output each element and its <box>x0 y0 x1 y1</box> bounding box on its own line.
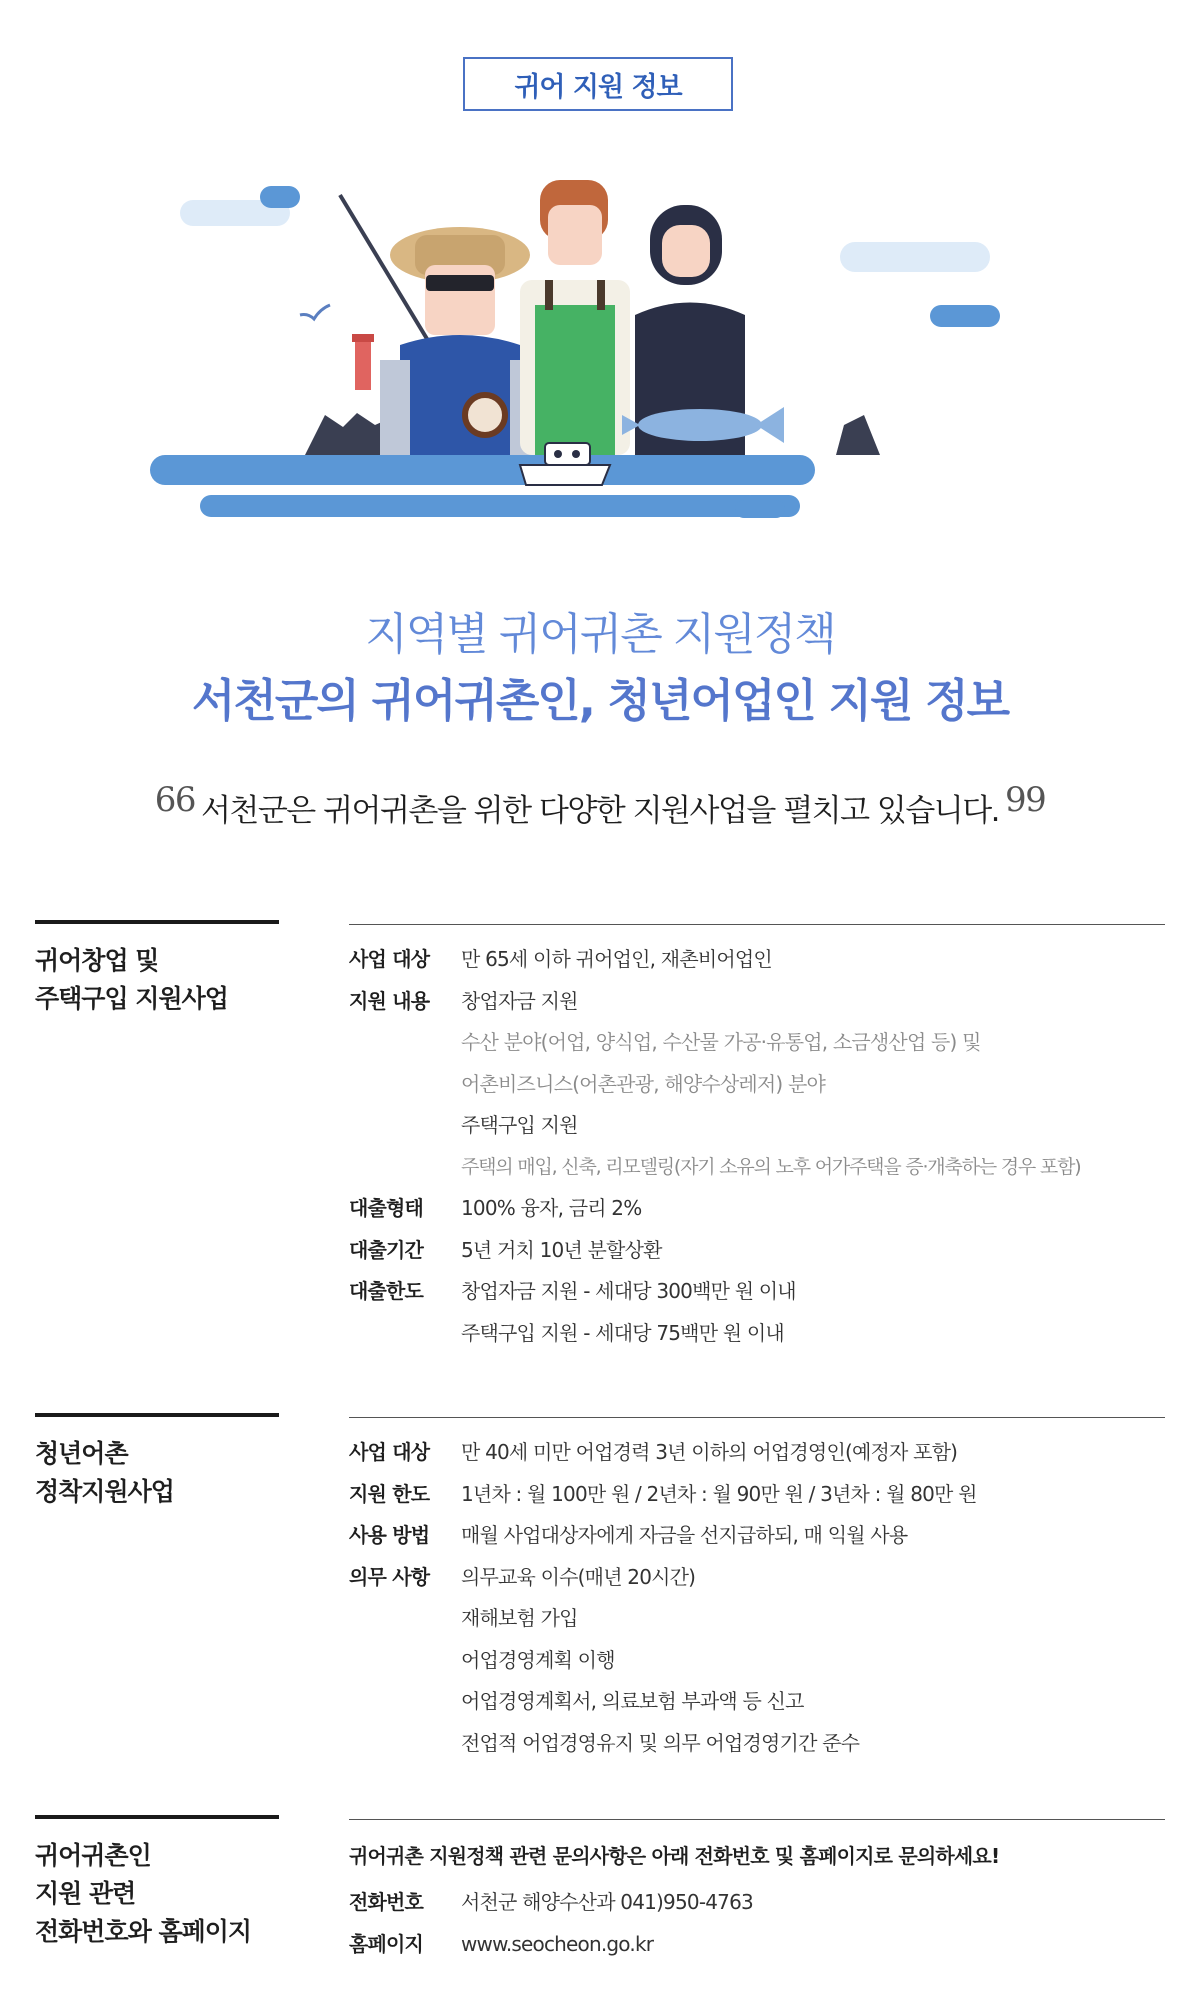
row-value: 주택구입 지원 - 세대당 75백만 원 이내 <box>461 1320 784 1345</box>
row-label: 사업 대상 <box>349 947 430 971</box>
row-value: 5년 거치 10년 분할상환 <box>461 1237 662 1262</box>
row-label <box>349 1723 461 1765</box>
info-row <box>349 1681 1165 1723</box>
row-label <box>349 1064 461 1106</box>
section-content <box>349 1819 1165 1965</box>
section-title: 귀어귀촌인 지원 관련 전화번호와 홈페이지 <box>35 1815 279 1951</box>
info-row <box>349 1515 1165 1557</box>
contact-note: 귀어귀촌 지원정책 관련 문의사항은 아래 전화번호 및 홈페이지로 문의하세요! <box>349 1844 1000 1868</box>
homepage-link[interactable]: www.seocheon.go.kr <box>461 1931 654 1956</box>
row-value: 어촌비즈니스(어촌관광, 해양수상레저) 분야 <box>461 1071 826 1096</box>
page-title: 서천군의 귀어귀촌인, 청년어업인 지원 정보 <box>191 674 1009 727</box>
row-value: 매월 사업대상자에게 자금을 선지급하되, 매 익월 사용 <box>461 1523 908 1547</box>
phone-value: 서천군 해양수산과 041)950-4763 <box>461 1890 753 1914</box>
row-label <box>349 1147 461 1189</box>
row-value: 창업자금 지원 - 세대당 300백만 원 이내 <box>461 1279 796 1303</box>
info-row <box>349 1230 1165 1272</box>
close-quote-icon: 99 <box>1005 780 1046 820</box>
row-label <box>349 1022 461 1064</box>
cloud-icon <box>840 242 1000 327</box>
row-label: 대출기간 <box>349 1237 424 1262</box>
info-row <box>349 1598 1165 1640</box>
row-label <box>349 1640 461 1682</box>
cloud-icon <box>180 186 300 226</box>
row-label <box>349 1313 461 1355</box>
open-quote-icon: 66 <box>154 780 195 820</box>
row-value: 만 40세 미만 어업경력 3년 이하의 어업경영인(예정자 포함) <box>461 1440 958 1464</box>
fisherman-hat-man <box>380 227 540 460</box>
lighthouse-icon <box>352 334 374 390</box>
row-label: 사업 대상 <box>349 1440 430 1464</box>
fishermen-illustration <box>150 150 1050 550</box>
row-label: 사용 방법 <box>349 1523 430 1547</box>
row-value: 만 65세 이하 귀어업인, 재촌비어업인 <box>461 947 772 971</box>
section-content <box>349 924 1165 1354</box>
row-label <box>349 1598 461 1640</box>
row-value: 창업자금 지원 <box>461 988 578 1013</box>
info-row <box>349 1924 1165 1966</box>
row-label: 의무 사항 <box>349 1564 430 1589</box>
info-row <box>349 1188 1165 1230</box>
row-label: 대출한도 <box>349 1279 424 1303</box>
section-badge: 귀어 지원 정보 <box>463 57 733 111</box>
info-row <box>349 1557 1165 1599</box>
homepage-label: 홈페이지 <box>349 1931 424 1956</box>
section-content <box>349 1417 1165 1764</box>
info-row <box>349 1432 1165 1474</box>
row-label <box>349 1681 461 1723</box>
row-label: 대출형태 <box>349 1196 424 1220</box>
quote <box>0 780 1200 830</box>
row-value: 의무교육 이수(매년 20시간) <box>461 1564 696 1589</box>
row-value: 100% 융자, 금리 2% <box>461 1196 642 1220</box>
row-label: 지원 내용 <box>349 988 430 1013</box>
info-row <box>349 1271 1165 1313</box>
info-row <box>349 1882 1165 1924</box>
row-label: 지원 한도 <box>349 1481 430 1506</box>
row-value: 전업적 어업경영유지 및 의무 어업경영기간 준수 <box>461 1730 860 1755</box>
fisherwoman <box>622 205 784 455</box>
info-row <box>349 1147 1165 1189</box>
row-value: 수산 분야(어업, 양식업, 수산물 가공·유통업, 소금생산업 등) 및 <box>461 1030 981 1054</box>
sea-band <box>150 455 815 485</box>
row-value: 1년차 : 월 100만 원 / 2년차 : 월 90만 원 / 3년차 : 월 80만 원 <box>461 1481 977 1506</box>
row-value: 어업경영계획 이행 <box>461 1647 615 1672</box>
info-row <box>349 1105 1165 1147</box>
fisherman-apron-man <box>520 180 630 455</box>
info-row <box>349 939 1165 981</box>
row-value: 어업경영계획서, 의료보험 부과액 등 신고 <box>461 1689 804 1713</box>
info-row <box>349 1474 1165 1516</box>
seagull-icon <box>300 305 330 319</box>
info-row <box>349 981 1165 1023</box>
section-title: 청년어촌 정착지원사업 <box>35 1413 279 1511</box>
quote-text: 서천군은 귀어귀촌을 위한 다양한 지원사업을 펼치고 있습니다. <box>200 793 1000 829</box>
row-value: 주택의 매입, 신축, 리모델링(자기 소유의 노후 어가주택을 증·개축하는 경우 포함) <box>461 1155 1081 1178</box>
info-row <box>349 1640 1165 1682</box>
row-value: 주택구입 지원 <box>461 1113 578 1137</box>
row-label <box>349 1105 461 1147</box>
info-row <box>349 1064 1165 1106</box>
info-row <box>349 1022 1165 1064</box>
info-row <box>349 1313 1165 1355</box>
phone-label: 전화번호 <box>349 1890 424 1914</box>
info-row <box>349 1723 1165 1765</box>
page-subtitle: 지역별 귀어귀촌 지원정책 <box>365 609 835 660</box>
section-title: 귀어창업 및 주택구입 지원사업 <box>35 920 279 1018</box>
row-value: 재해보험 가입 <box>461 1606 578 1630</box>
